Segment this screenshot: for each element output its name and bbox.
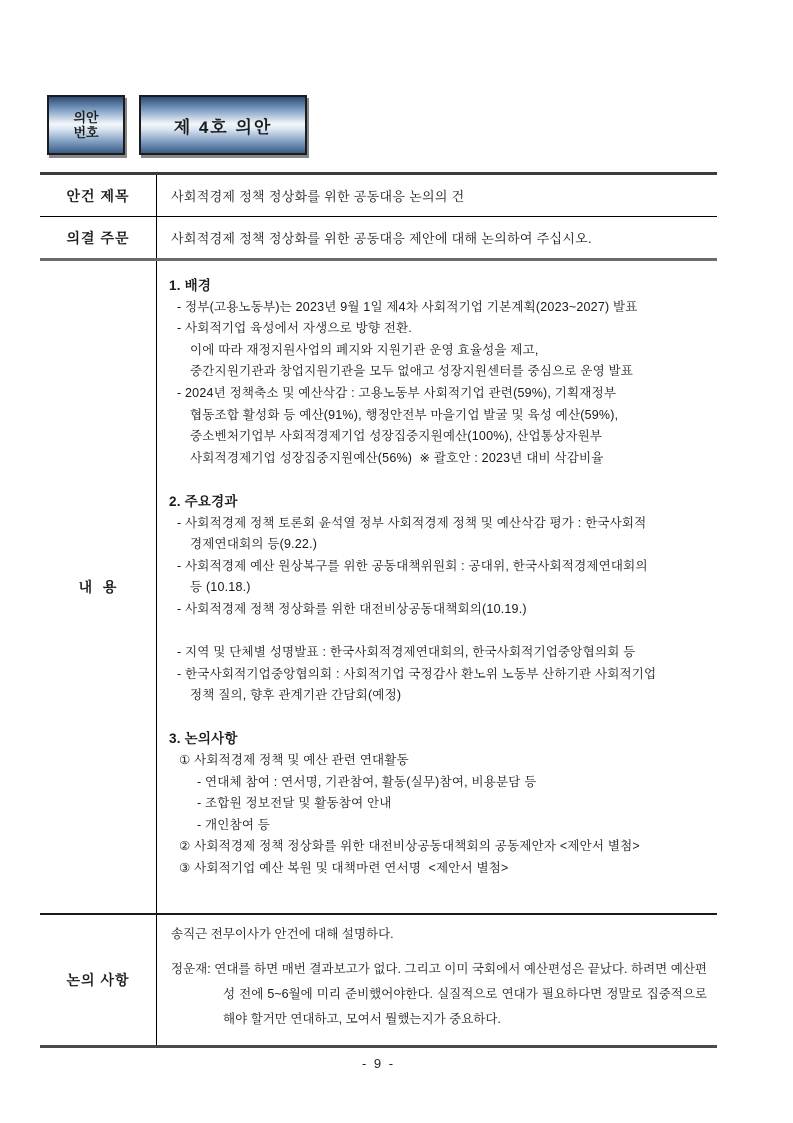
- agenda-title: 제 4호 의안: [173, 117, 273, 137]
- content-line: 사회적경제기업 성장집중지원예산(56%) ※ 괄호안 : 2023년 대비 삭감비율: [190, 450, 604, 465]
- page-number: - 9 -: [361, 1056, 396, 1071]
- content-line: ③ 사회적기업 예산 복원 및 대책마련 연서명 <제안서 별첨>: [179, 861, 509, 876]
- content-line: - 사회적경제 정책 토론회 윤석열 정부 사회적경제 정책 및 예산삭감 평가 : 한국사회적: [177, 515, 647, 530]
- content-line: 등 (10.18.): [190, 580, 251, 595]
- content-line: - 2024년 정책축소 및 예산삭감 : 고용노동부 사회적기업 관련(59%), 기획재정부: [177, 385, 617, 400]
- discussion-statement-text: 연대를 하면 매번 결과보고가 없다. 그리고 이미 국회에서 예산편성은 끝났다. 하려면 예산편성 전에 5~6월에 미리 준비했어야한다. 실질적으로 연대가 필요하다면 정말로 집중적으로 해야 할거만 연대하고, 모여서 뭘했는지가 중요하다.: [214, 962, 707, 1026]
- content-line: 정책 질의, 향후 관계기관 간담회(예정): [190, 688, 402, 703]
- discussion-intro: 송직근 전무이사가 안건에 대해 설명하다.: [171, 927, 394, 941]
- content-line: [157, 621, 717, 643]
- agenda-table: [40, 172, 717, 1048]
- content-line: - 한국사회적기업중앙협의회 : 사회적기업 국정감사 환노위 노동부 산하기관 사회적기업: [177, 666, 657, 681]
- content-line: 2. 주요경과: [169, 493, 238, 509]
- decision-row-label: 의결 주문: [40, 217, 157, 258]
- content-line: 1. 배경: [169, 278, 212, 293]
- content-line: - 정부(고용노동부)는 2023년 9월 1일 제4차 사회적기업 기본계획(2023~2027) 발표: [177, 299, 638, 314]
- content-line: 협동조합 활성화 등 예산(91%), 행정안전부 마을기업 발굴 및 육성 예산(59%),: [190, 407, 619, 422]
- content-row-value: [157, 261, 717, 913]
- discussion-speaker: 정운재:: [171, 962, 211, 976]
- agenda-title-row-value: 사회적경제 정책 정상화를 위한 공동대응 논의의 건: [171, 189, 465, 204]
- content-line: - 개인참여 등: [197, 817, 271, 832]
- content-line: ② 사회적경제 정책 정상화를 위한 대전비상공동대책회의 공동제안자 <제안서 별첨>: [179, 839, 640, 854]
- content-line: - 연대체 참여 : 연서명, 기관참여, 활동(실무)참여, 비용분담 등: [197, 774, 537, 789]
- content-line: 중간지원기관과 창업지원기관을 모두 없애고 성장지원센터를 중심으로 운영 발표: [190, 364, 634, 379]
- table-row-agenda-title: [40, 175, 717, 217]
- content-line: - 사회적경제 정책 정상화를 위한 대전비상공동대책회의(10.19.): [177, 601, 527, 616]
- agenda-number-label-box: [47, 95, 125, 155]
- agenda-number-badge: [47, 95, 307, 155]
- content-line: ① 사회적경제 정책 및 예산 관련 연대활동: [179, 753, 409, 768]
- content-line: 경제연대회의 등(9.22.): [190, 537, 318, 552]
- agenda-title-box: [139, 95, 307, 155]
- content-line: - 사회적경제 예산 원상복구를 위한 공동대책위원회 : 공대위, 한국사회적경제연대회의: [177, 558, 648, 573]
- discussion-row-value: [157, 915, 717, 1045]
- content-line: 3. 논의사항: [169, 731, 238, 747]
- table-row-discussion: [40, 915, 717, 1048]
- content-line: - 지역 및 단체별 성명발표 : 한국사회적경제연대회의, 한국사회적기업중앙협의회 등: [177, 645, 636, 660]
- content-row-label: 내 용: [40, 261, 157, 913]
- badge-gap: [125, 95, 139, 155]
- content-line: - 사회적기업 육성에서 자생으로 방향 전환.: [177, 321, 413, 336]
- content-line: [157, 707, 717, 729]
- table-row-decision: [40, 217, 717, 261]
- content-line: 이에 따라 재정지원사업의 폐지와 지원기관 운영 효율성을 제고,: [190, 342, 539, 357]
- table-row-content: [40, 261, 717, 915]
- content-line: - 조합원 정보전달 및 활동참여 안내: [197, 796, 392, 811]
- agenda-number-label-line2: 번호: [73, 125, 99, 140]
- discussion-row-label: 논의 사항: [40, 915, 157, 1045]
- content-line: 중소벤처기업부 사회적경제기업 성장집중지원예산(100%), 산업통상자원부: [190, 429, 603, 444]
- decision-row-value: 사회적경제 정책 정상화를 위한 공동대응 제안에 대해 논의하여 주십시오.: [171, 231, 592, 246]
- agenda-title-row-label: 안건 제목: [40, 175, 157, 216]
- agenda-number-label-line1: 의안: [73, 110, 99, 125]
- content-line: [157, 469, 717, 491]
- discussion-statement: [171, 957, 707, 1032]
